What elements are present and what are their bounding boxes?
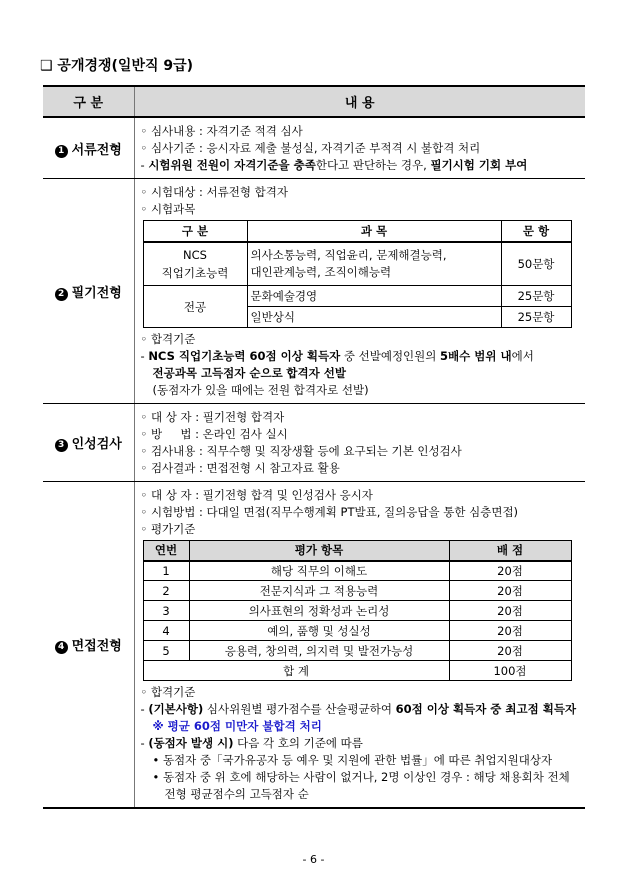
subject-names (247, 242, 501, 286)
plain-text: 중 선발예정인원의 (340, 349, 441, 363)
evaluation-row (143, 601, 571, 621)
stage-number-badge: 2 (55, 288, 68, 301)
stage-row-interview (43, 482, 585, 809)
subject-names: 일반상식 (247, 307, 501, 328)
subject-line: 의사소통능력, 직업윤리, 문제해결능력, (250, 247, 447, 262)
evaluation-header: 배 점 (449, 541, 571, 561)
emphasis-text: (기본사항) (148, 702, 204, 716)
stage-row-written (43, 179, 585, 404)
evaluation-total-row (143, 661, 571, 681)
subject-count: 50문항 (501, 242, 571, 286)
evaluation-score: 20점 (449, 581, 571, 601)
emphasis-text: 5배수 범위 내 (440, 349, 512, 363)
table-header-row (43, 86, 585, 117)
content-line: ◦ 검사내용 : 직무수행 및 직장생활 등에 요구되는 기본 인성검사 (140, 444, 462, 458)
plain-text: 다음 각 호의 기준에 따름 (233, 736, 363, 750)
content-line: ◦ 시험방법 : 다대일 면접(직무수행계획 PT발표, 질의응답을 통한 심층면접) (140, 505, 519, 519)
subject-count: 25문항 (501, 286, 571, 307)
evaluation-item: 해당 직무의 이해도 (189, 561, 449, 581)
section-title: ❑ 공개경쟁(일반직 9급) (40, 58, 194, 74)
category-line: 직업기초능력 (161, 265, 229, 280)
subjects-row (143, 286, 571, 307)
header-category: 구 분 (43, 86, 134, 117)
evaluation-score: 20점 (449, 561, 571, 581)
evaluation-no: 4 (143, 621, 189, 641)
dash-marker: - (140, 158, 149, 172)
evaluation-no: 1 (143, 561, 189, 581)
subject-category (143, 242, 247, 286)
subject-category: 전공 (143, 286, 247, 328)
evaluation-row (143, 561, 571, 581)
content-line: ◦ 대 상 자 : 필기전형 합격 및 인성검사 응시자 (140, 488, 373, 502)
stage-number-badge: 1 (55, 145, 68, 158)
bullet-line: • 동점자 중 위 호에 해당하는 사람이 없거나, 2명 이상인 경우 : 해당 채용회차 전체 (152, 770, 570, 784)
evaluation-no: 5 (143, 641, 189, 661)
evaluation-header: 평가 항목 (189, 541, 449, 561)
stage-content-document (134, 117, 585, 179)
emphasis-text: (동점자 발생 시) (148, 736, 234, 750)
page-number: - 6 - (302, 853, 325, 866)
subject-line: 대인관계능력, 조직이해능력 (250, 264, 392, 279)
subjects-header: 구 분 (143, 221, 247, 242)
header-content: 내 용 (134, 86, 585, 117)
plain-text: 한다고 판단하는 경우, (315, 158, 431, 172)
bullet-line: • 동점자 중「국가유공자 등 예우 및 지원에 관한 법률」에 따른 취업지원대상자 (152, 753, 553, 767)
stage-name: 인성검사 (71, 437, 122, 452)
evaluation-total-label: 합 계 (143, 661, 449, 681)
emphasis-text: 필기시험 기회 부여 (430, 158, 528, 172)
stage-row-personality (43, 404, 585, 482)
stage-number-badge: 4 (55, 641, 68, 654)
evaluation-header: 연번 (143, 541, 189, 561)
content-line: ◦ 심사기준 : 응시자료 제출 불성실, 자격기준 부적격 시 불합격 처리 (140, 141, 481, 155)
content-line: ◦ 대 상 자 : 필기전형 합격자 (140, 410, 285, 424)
subjects-header: 과 목 (247, 221, 501, 242)
content-line-dash (141, 157, 580, 174)
dash-marker: - (140, 736, 149, 750)
stage-content-interview (134, 482, 585, 809)
evaluation-item: 전문지식과 그 적용능력 (189, 581, 449, 601)
evaluation-header-row (143, 541, 571, 561)
stage-name: 서류전형 (71, 142, 122, 158)
subjects-header-row (143, 221, 571, 242)
category-line: NCS (183, 247, 207, 262)
subjects-table (143, 220, 572, 328)
emphasis-text: 60점 이상 획득자 중 최고점 획득자 (395, 702, 577, 716)
content-line: ◦ 방 법 : 온라인 검사 실시 (140, 427, 288, 441)
emphasis-text: 합격자 선발 (286, 366, 346, 380)
subject-names: 문화예술경영 (247, 286, 501, 307)
dash-marker: - (140, 702, 149, 716)
stage-label-document (43, 117, 134, 179)
subjects-header: 문 항 (501, 221, 571, 242)
plain-text: 에서 (511, 349, 534, 363)
dash-marker: - (140, 349, 149, 363)
evaluation-row (143, 581, 571, 601)
evaluation-table (143, 540, 572, 681)
content-line: ◦ 평가기준 (140, 522, 196, 536)
bullet-line-continued: 전형 평균점수의 고득점자 순 (164, 787, 309, 801)
evaluation-no: 3 (143, 601, 189, 621)
plain-text: 심사위원별 평가점수를 산술평균하여 (203, 702, 396, 716)
note-line: ※ 평균 60점 미만자 불합격 처리 (152, 719, 322, 733)
evaluation-score: 20점 (449, 601, 571, 621)
evaluation-item: 의사표현의 정확성과 논리성 (189, 601, 449, 621)
content-line (141, 365, 580, 382)
stage-name: 면접전형 (71, 639, 122, 654)
stage-row-document (43, 117, 585, 179)
content-line: (동점자가 있을 때에는 전원 합격자로 선발) (152, 383, 369, 397)
stage-label-personality (43, 404, 134, 482)
content-line-dash (141, 348, 580, 365)
content-line: ◦ 시험과목 (140, 202, 196, 216)
emphasis-text: 전공과목 고득점자 순으로 (152, 366, 283, 380)
emphasis-text: NCS 직업기초능력 60점 이상 획득자 (148, 349, 341, 363)
stage-name: 필기전형 (71, 285, 122, 301)
evaluation-row (143, 641, 571, 661)
stage-label-interview (43, 482, 134, 809)
evaluation-total-score: 100점 (449, 661, 571, 681)
evaluation-item: 응용력, 창의력, 의지력 및 발전가능성 (189, 641, 449, 661)
stage-content-personality (134, 404, 585, 482)
content-line: ◦ 심사내용 : 자격기준 적격 심사 (140, 124, 303, 138)
evaluation-no: 2 (143, 581, 189, 601)
evaluation-row (143, 621, 571, 641)
recruitment-table (43, 85, 585, 809)
content-line: ◦ 시험대상 : 서류전형 합격자 (140, 185, 288, 199)
evaluation-item: 예의, 품행 및 성실성 (189, 621, 449, 641)
content-line: ◦ 검사결과 : 면접전형 시 참고자료 활용 (140, 461, 340, 475)
stage-label-written (43, 179, 134, 404)
stage-content-written (134, 179, 585, 404)
content-line-dash (141, 735, 580, 752)
content-line: ◦ 합격기준 (140, 332, 196, 346)
subject-count: 25문항 (501, 307, 571, 328)
emphasis-text: 시험위원 전원이 자격기준을 충족 (148, 158, 316, 172)
content-line: ◦ 합격기준 (140, 685, 196, 699)
subjects-row (143, 242, 571, 286)
evaluation-score: 20점 (449, 621, 571, 641)
stage-number-badge: 3 (55, 439, 68, 452)
evaluation-score: 20점 (449, 641, 571, 661)
content-line-dash (141, 701, 580, 718)
